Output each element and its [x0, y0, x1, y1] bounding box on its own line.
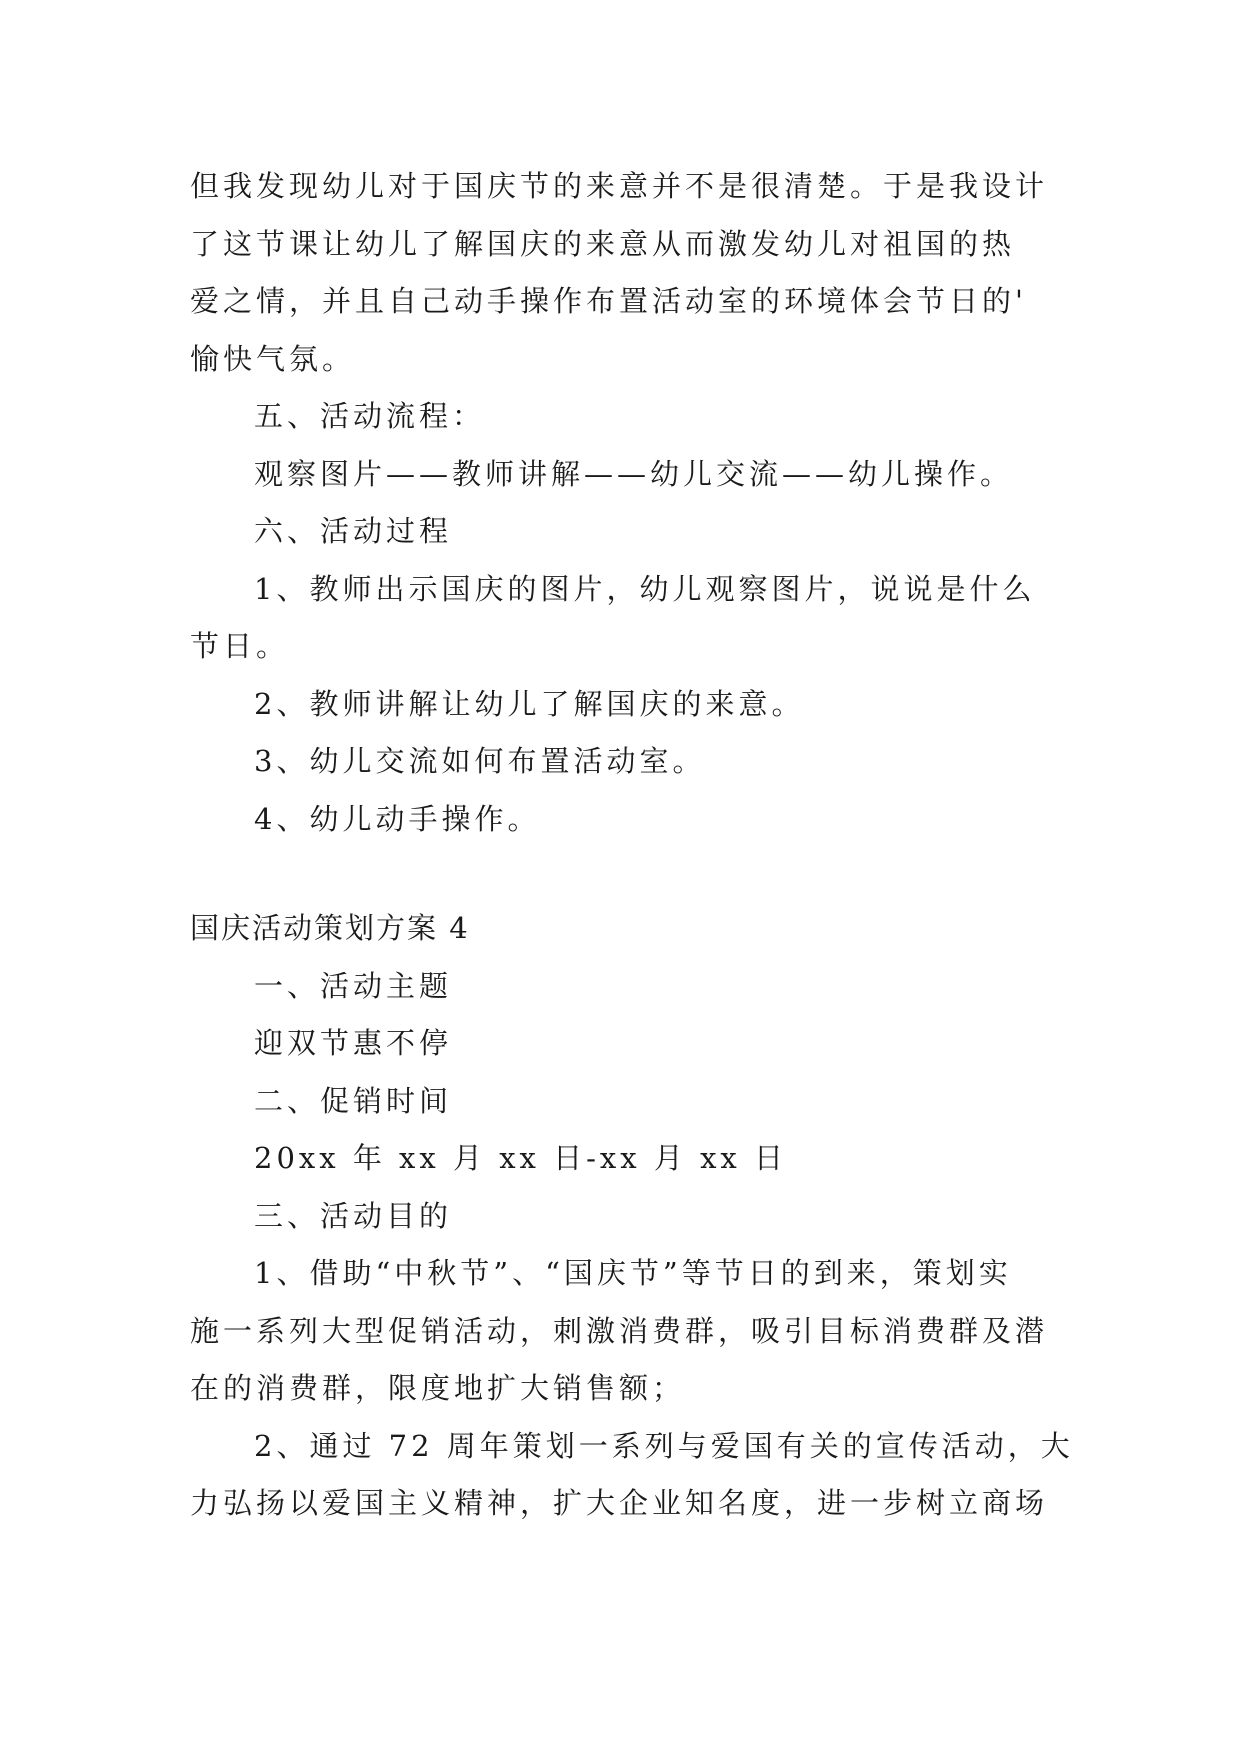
- paragraph-line: 愉快气氛。: [190, 341, 356, 376]
- section-gap: [190, 848, 1050, 900]
- section-heading-six: 六、活动过程: [254, 514, 453, 548]
- heading-theme: 一、活动主题: [254, 968, 453, 1003]
- process-step-4: 4、幼儿动手操作。: [254, 801, 541, 836]
- process-step-1: 1、教师出示国庆的图片，幼儿观察图片，说说是什么: [254, 571, 1036, 606]
- time-text: 20xx 年 xx 月 xx 日-xx 月 xx 日: [254, 1141, 787, 1175]
- process-step-3: 3、幼儿交流如何布置活动室。: [254, 744, 706, 778]
- section-heading-five: 五、活动流程：: [254, 399, 486, 433]
- document-body: [190, 158, 1074, 1533]
- goal-2-line: 2、通过 72 周年策划一系列与爱国有关的宣传活动，大: [254, 1428, 1074, 1463]
- goal-1-line: 1、借助“中秋节”、“国庆节”等节日的到来，策划实: [254, 1256, 1012, 1290]
- plan-title: 国庆活动策划方案 4: [190, 911, 470, 945]
- theme-text: 迎双节惠不停: [254, 1026, 453, 1060]
- activity-flow: 观察图片——教师讲解——幼儿交流——幼儿操作。: [254, 456, 1014, 491]
- heading-goal: 三、活动目的: [254, 1198, 453, 1233]
- paragraph-line: 但我发现幼儿对于国庆节的来意并不是很清楚。于是我设计: [190, 169, 1049, 203]
- process-step-1-cont: 节日。: [190, 629, 290, 663]
- process-step-2: 2、教师讲解让幼儿了解国庆的来意。: [254, 686, 805, 721]
- goal-1-line: 在的消费群，限度地扩大销售额；: [190, 1371, 686, 1405]
- paragraph-line: 爱之情，并且自己动手操作布置活动室的环境体会节日的': [190, 284, 1027, 318]
- goal-1-line: 施一系列大型促销活动，刺激消费群，吸引目标消费群及潜: [190, 1313, 1049, 1348]
- heading-time: 二、促销时间: [254, 1083, 453, 1118]
- paragraph-line: 了这节课让幼儿了解国庆的来意从而激发幼儿对祖国的热: [190, 226, 1016, 261]
- goal-2-line: 力弘扬以爱国主义精神，扩大企业知名度，进一步树立商场: [190, 1486, 1049, 1520]
